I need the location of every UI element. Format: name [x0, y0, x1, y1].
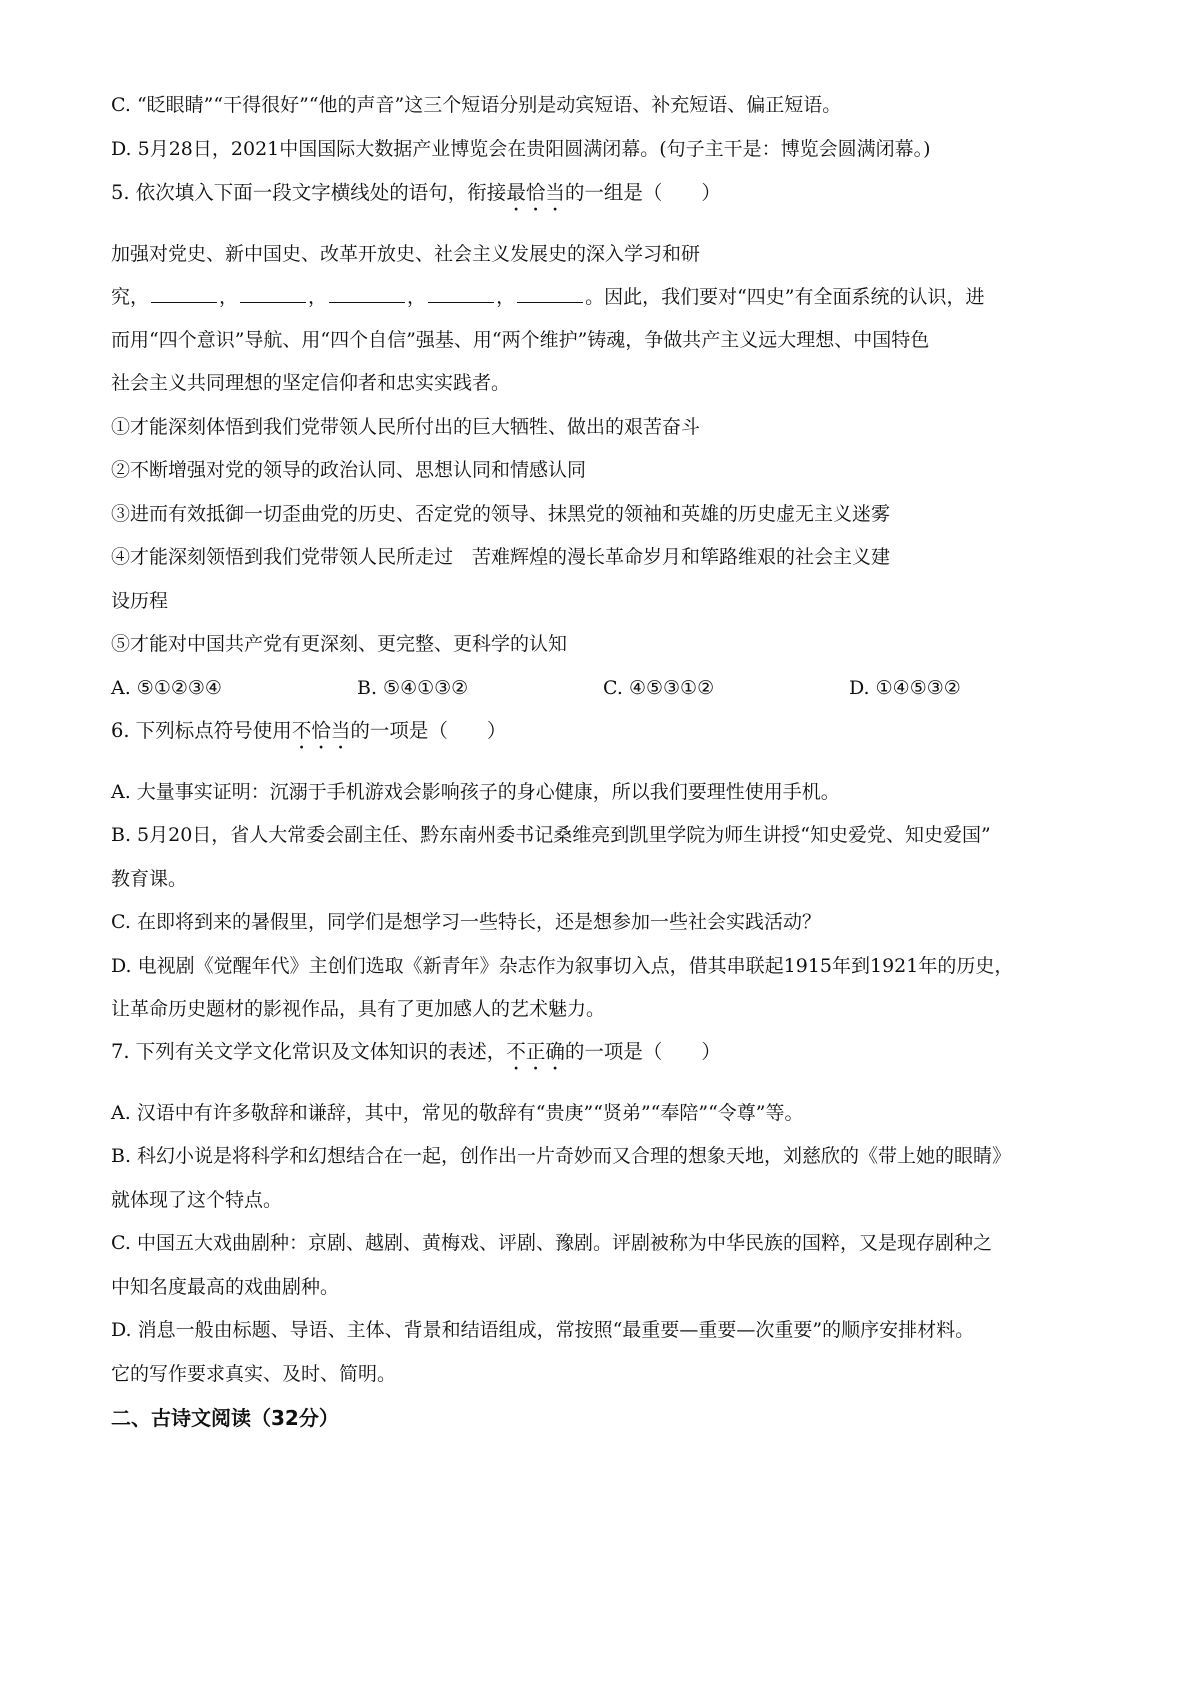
- comma: ，: [407, 286, 427, 308]
- fill-blank-5: [517, 284, 583, 303]
- option-d-line: D. 5月28日，2021中国国际大数据产业博览会在贵阳圆满闭幕。(句子主干是：博览会圆满闭幕。): [111, 138, 931, 160]
- emphasis-char: 恰: [525, 181, 546, 204]
- emphasis-char: 恰: [311, 719, 331, 742]
- sentence-4: ④才能深刻领悟到我们党带领人民所走过 苦难辉煌的漫长革命岁月和筚路维艰的社会主义建: [111, 546, 891, 568]
- q7-option-b-continued: 就体现了这个特点。: [111, 1189, 283, 1211]
- emphasis-char: 不: [506, 1040, 526, 1063]
- passage-text: 究，: [111, 286, 150, 308]
- question-5-prefix: 5. 依次填入下面一段文字横线处的语句，衔接: [111, 181, 507, 204]
- q6-option-a: A. 大量事实证明：沉溺于手机游戏会影响孩子的身心健康，所以我们要理性使用手机。: [111, 781, 840, 803]
- q6-option-d-continued: 让革命历史题材的影视作品，具有了更加感人的艺术魅力。: [111, 998, 606, 1020]
- q7-option-d: D. 消息一般由标题、导语、主体、背景和结语组成，常按照“最重要—重要—次重要”的顺序安排材料。: [111, 1319, 975, 1341]
- emphasis-char: 正: [525, 1040, 546, 1063]
- passage-line-4: 社会主义共同理想的坚定信仰者和忠实实践者。: [111, 372, 511, 394]
- emphasis-char: 不: [291, 719, 312, 742]
- passage-text: 。因此，我们要对“四史”有全面系统的认识，进: [585, 286, 985, 308]
- q6-option-c: C. 在即将到来的暑假里，同学们是想学习一些特长，还是想参加一些社会实践活动？: [111, 911, 821, 933]
- fill-blank-4: [428, 284, 494, 303]
- comma: ，: [496, 286, 516, 308]
- q7-option-a: A. 汉语中有许多敬辞和谦辞，其中，常见的敬辞有“贵庚”“贤弟”“奉陪”“令尊”等。: [111, 1102, 804, 1124]
- emphasis-char: 当: [330, 719, 351, 742]
- sentence-3: ③进而有效抵御一切歪曲党的历史、否定党的领导、抹黑党的领袖和英雄的历史虚无主义迷雾: [111, 503, 891, 525]
- question-6-stem: [111, 718, 506, 744]
- q7-option-b: B. 科幻小说是将科学和幻想结合在一起，创作出一片奇妙而又合理的想象天地，刘慈欣的《带上她的眼睛》: [111, 1145, 1012, 1167]
- question-5-stem: [111, 180, 721, 206]
- emphasis-char: 最: [506, 181, 526, 204]
- q7-option-c: C. 中国五大戏曲剧种：京剧、越剧、黄梅戏、评剧、豫剧。评剧被称为中华民族的国粹，又是现存剧种之: [111, 1232, 992, 1254]
- question-5-suffix: 的一组是（ ）: [564, 181, 721, 204]
- sentence-4-continued: 设历程: [111, 590, 169, 612]
- question-7-prefix: 7. 下列有关文学文化常识及文体知识的表述，: [111, 1040, 507, 1063]
- sentence-2: ②不断增强对党的领导的政治认同、思想认同和情感认同: [111, 459, 587, 481]
- q7-option-d-continued: 它的写作要求真实、及时、简明。: [111, 1363, 397, 1385]
- comma: ，: [308, 286, 328, 308]
- q5-option-c: C. ④⑤③①②: [603, 677, 715, 699]
- fill-blank-1: [151, 284, 217, 303]
- question-7-suffix: 的一项是（ ）: [564, 1040, 721, 1063]
- question-6-suffix: 的一项是（ ）: [350, 719, 507, 742]
- question-7-stem: [111, 1039, 721, 1065]
- passage-line-3: 而用“四个意识”导航、用“四个自信”强基、用“两个维护”铸魂，争做共产主义远大理想、中国特色: [111, 329, 930, 351]
- option-c-line: C. “眨眼睛”“干得很好”“他的声音”这三个短语分别是动宾短语、补充短语、偏正短语。: [111, 94, 842, 116]
- emphasis-char: 确: [545, 1040, 565, 1063]
- q6-option-b: B. 5月20日，省人大常委会副主任、黔东南州委书记桑维亮到凯里学院为师生讲授“知史爱党、知史爱国”: [111, 824, 991, 846]
- fill-blank-2: [240, 284, 306, 303]
- q5-option-a: A. ⑤①②③④: [111, 677, 222, 699]
- q6-option-b-continued: 教育课。: [111, 868, 188, 890]
- sentence-1: ①才能深刻体悟到我们党带领人民所付出的巨大牺牲、做出的艰苦奋斗: [111, 416, 701, 438]
- q5-option-b: B. ⑤④①③②: [357, 677, 469, 699]
- q7-option-c-continued: 中知名度最高的戏曲剧种。: [111, 1276, 340, 1298]
- q6-option-d: D. 电视剧《觉醒年代》主创们选取《新青年》杂志作为叙事切入点，借其串联起1915年到1921年的历史，: [111, 955, 1014, 977]
- fill-blank-3: [329, 284, 405, 303]
- q5-option-d: D. ①④⑤③②: [849, 677, 961, 699]
- sentence-5: ⑤才能对中国共产党有更深刻、更完整、更科学的认知: [111, 633, 568, 655]
- passage-line-1: 加强对党史、新中国史、改革开放史、社会主义发展史的深入学习和研: [111, 243, 701, 265]
- question-6-prefix: 6. 下列标点符号使用: [111, 719, 292, 742]
- comma: ，: [219, 286, 239, 308]
- section-heading: 二、古诗文阅读（32分）: [111, 1406, 339, 1430]
- passage-line-2: [111, 284, 985, 310]
- emphasis-char: 当: [545, 181, 565, 204]
